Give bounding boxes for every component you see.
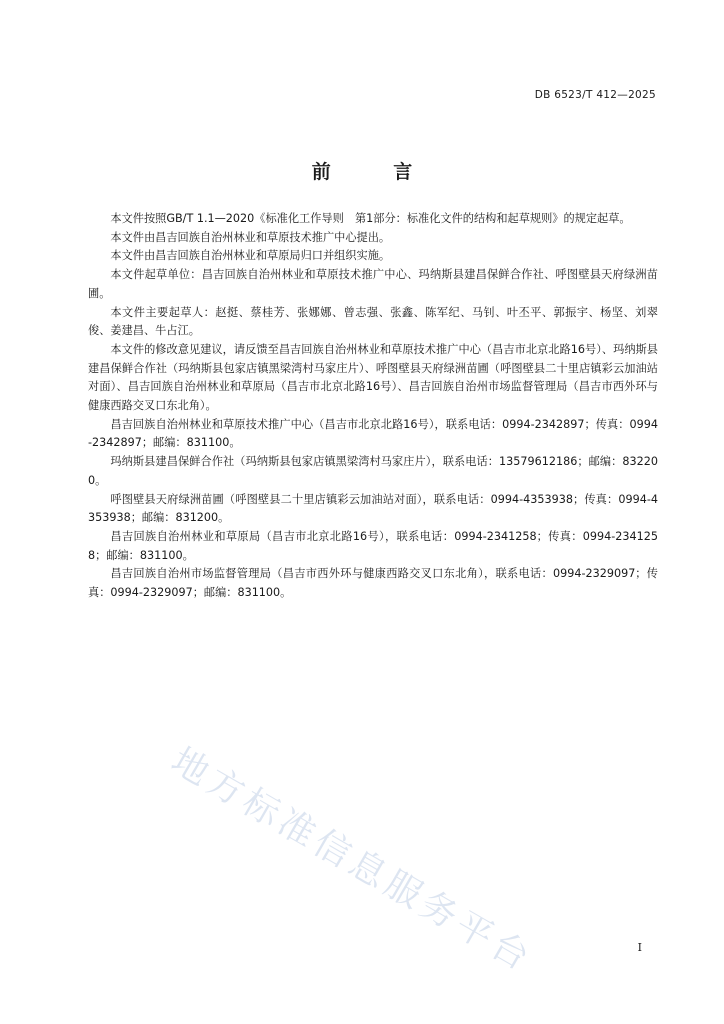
foreword-body	[88, 210, 658, 603]
paragraph-contact-nursery: 呼图壁县天府绿洲苗圃（呼图壁县二十里店镇彩云加油站对面），联系电话：0994-4353938；传真：0994-4353938；邮编：831200。	[88, 492, 658, 525]
paragraph-contact-center: 昌吉回族自治州林业和草原技术推广中心（昌吉市北京北路16号），联系电话：0994-2342897；传真：0994-2342897；邮编：831100。	[88, 417, 658, 450]
paragraph-contact-cooperative: 玛纳斯县建昌保鲜合作社（玛纳斯县包家店镇黑梁湾村马家庄片），联系电话：13579612186；邮编：832200。	[88, 455, 658, 487]
paragraph-drafting-units: 本文件起草单位：昌吉回族自治州林业和草原技术推广中心、玛纳斯县建昌保鲜合作社、呼图壁县天府绿洲苗圃。	[88, 268, 658, 300]
paragraph-drafting-rules: 本文件按照GB/T 1.1—2020《标准化工作导则 第1部分：标准化文件的结构和起草规则》的规定起草。	[110, 212, 631, 225]
paragraph-contact-forestry-bureau: 昌吉回族自治州林业和草原局（昌吉市北京北路16号），联系电话：0994-2341258；传真：0994-2341258；邮编：831100。	[88, 529, 658, 562]
watermark: 地方标准信息服务平台	[164, 740, 540, 981]
paragraph-proposer: 本文件由昌吉回族自治州林业和草原技术推广中心提出。	[110, 230, 391, 244]
page-number: I	[637, 941, 642, 954]
paragraph-administrator: 本文件由昌吉回族自治州林业和草原局归口并组织实施。	[110, 249, 391, 263]
paragraph-drafters: 本文件主要起草人：赵挺、蔡桂芳、张娜娜、曾志强、张鑫、陈军纪、马钊、叶丕平、郭振宇、杨坚、刘翠俊、姜建昌、牛占江。	[88, 305, 658, 338]
paragraph-contact-market-bureau: 昌吉回族自治州市场监督管理局（昌吉市西外环与健康西路交叉口东北角），联系电话：0994-2329097；传真：0994-2329097；邮编：831100。	[88, 567, 658, 600]
document-code: DB 6523/T 412—2025	[534, 89, 656, 101]
paragraph-feedback: 本文件的修改意见建议，请反馈至昌吉回族自治州林业和草原技术推广中心（昌吉市北京北路16号）、玛纳斯县建昌保鲜合作社（玛纳斯县包家店镇黑梁湾村马家庄片）、呼图壁县天府绿洲苗圃（呼图壁县二十里店镇彩云加油站对面）、昌吉回族自治州林业和草原局（昌吉市北京北路16号）、昌吉回族自治州市场监督管理局（昌吉市西外环与健康西路交叉口东北角）。	[88, 342, 658, 413]
page-title: 前 言	[311, 161, 441, 183]
